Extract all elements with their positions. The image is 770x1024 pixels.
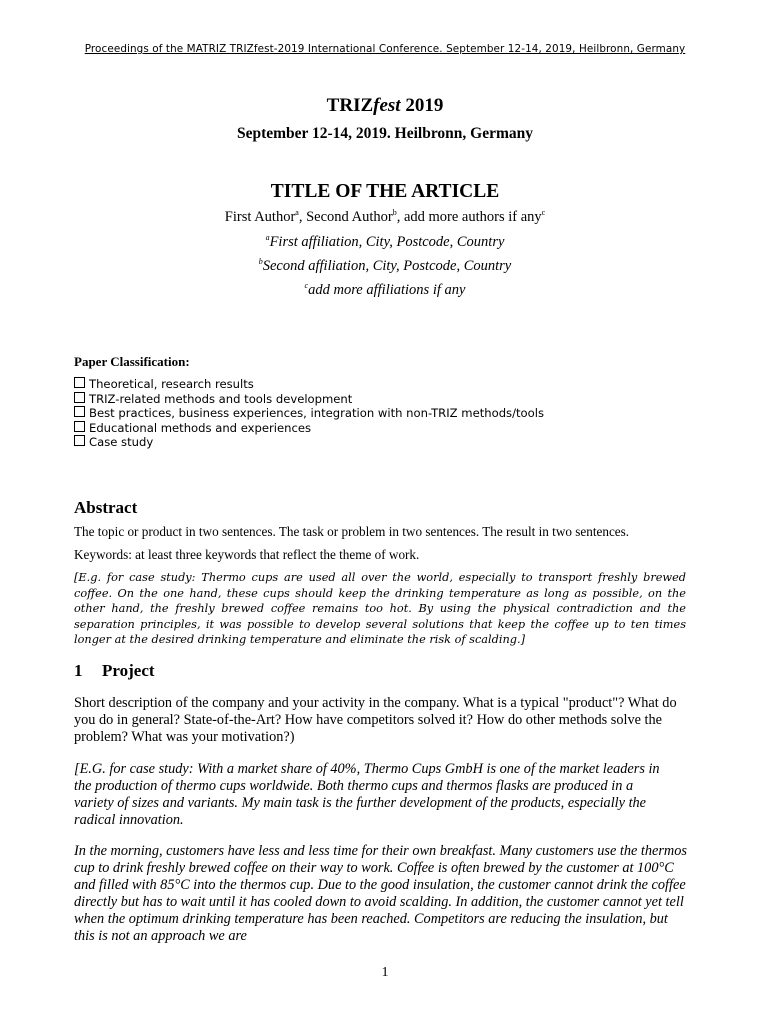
page-number: 1 (381, 965, 389, 980)
classification-option[interactable] (74, 435, 544, 450)
section-number: 1 (74, 661, 83, 680)
abstract-keywords: Keywords: at least three keywords that reflect the theme of work. (74, 547, 420, 562)
conference-name-prefix: TRIZ (326, 95, 374, 116)
abstract-summary: The topic or product in two sentences. The task or problem in two sentences. The result in two sentences. (74, 524, 630, 539)
affiliation-text: Second affiliation, City, Postcode, Country (262, 258, 512, 274)
author-sup: b (392, 208, 397, 217)
classification-option-label: Theoretical, research results (89, 377, 254, 391)
classification-option[interactable] (74, 406, 544, 421)
affiliation-sup: c (304, 281, 309, 290)
author-sup: a (295, 208, 299, 217)
checkbox-icon[interactable] (74, 392, 85, 403)
author-separator: , (396, 209, 404, 225)
section-paragraph-example: [E.G. for case study: With a market share of 40%, Thermo Cups GmbH is one of the market leaders in the production of thermo cups worldwide. Both thermo cups and thermos flasks are produced in a variety of sizes and variants. My main task is the further development of the products, especially the radical innovation. (74, 761, 660, 828)
checkbox-icon[interactable] (74, 435, 85, 446)
affiliation-c (0, 282, 770, 299)
conference-name-italic: fest (373, 95, 401, 116)
running-header: Proceedings of the MATRIZ TRIZfest-2019 International Conference. September 12-14, 2019, Heilbronn, Germany (84, 43, 686, 55)
classification-option-label: Best practices, business experiences, integration with non-TRIZ methods/tools (89, 406, 544, 421)
affiliation-b (0, 258, 770, 275)
conference-title (0, 95, 770, 117)
classification-option-label: TRIZ-related methods and tools development (89, 391, 353, 406)
classification-option-label: Educational methods and experiences (89, 420, 312, 435)
author-sup: c (541, 208, 546, 217)
abstract-heading: Abstract (74, 498, 138, 517)
article-title: TITLE OF THE ARTICLE (270, 181, 500, 202)
author-name: add more authors if any (403, 209, 542, 225)
author-list (0, 209, 770, 226)
conference-year: 2019 (400, 95, 444, 116)
classification-option[interactable] (74, 421, 544, 436)
checkbox-icon[interactable] (74, 377, 85, 388)
section-paragraph-example: In the morning, customers have less and less time for their own breakfast. Many customers use the thermos cup to drink freshly brewed coffee on their way to work. Coffee is often brewed by the customer at 100°C and filled with 85°C into the thermos cup. Due to the good insulation, the customer cannot drink the coffee directly but has to wait until it has cooled down to avoid scalding. In addition, the customer cannot yet tell when the optimum drinking temperature has been reached. Competitors are reducing the insulation, but this is not an approach we are (74, 843, 687, 944)
author-name: First Author (224, 209, 296, 225)
section-heading (74, 661, 155, 681)
author-name: Second Author (306, 209, 393, 225)
classification-option[interactable] (74, 392, 544, 407)
classification-options (74, 377, 544, 450)
checkbox-icon[interactable] (74, 406, 85, 417)
classification-option-label: Case study (89, 435, 154, 450)
affiliation-text: First affiliation, City, Postcode, Country (269, 234, 505, 250)
affiliation-a (0, 234, 770, 251)
affiliation-text: add more affiliations if any (308, 282, 466, 298)
classification-heading: Paper Classification: (74, 354, 190, 369)
classification-option[interactable] (74, 377, 544, 392)
section-paragraph: Short description of the company and your activity in the company. What is a typical "product"? What do you do in general? State-of-the-Art? How have competitors solved it? How do other methods solve the problem? What was your motivation?) (74, 695, 677, 745)
affiliation-sup: b (258, 257, 263, 266)
affiliation-sup: a (265, 233, 270, 242)
checkbox-icon[interactable] (74, 421, 85, 432)
section-title: Project (102, 661, 155, 680)
conference-date-line: September 12-14, 2019. Heilbronn, Germany (236, 125, 534, 142)
author-separator: , (298, 209, 307, 225)
abstract-example: [E.g. for case study: Thermo cups are used all over the world, especially to transport freshly brewed coffee. On the one hand, these cups should keep the drinking temperature as long as possible, on the other hand, the freshly brewed coffee remains too hot. By using the physical contradiction and the separation principles, it was possible to develop several solutions that keep the coffee up to ten times longer at the desired drinking temperature and eliminate the risk of scalding.] (74, 571, 686, 647)
